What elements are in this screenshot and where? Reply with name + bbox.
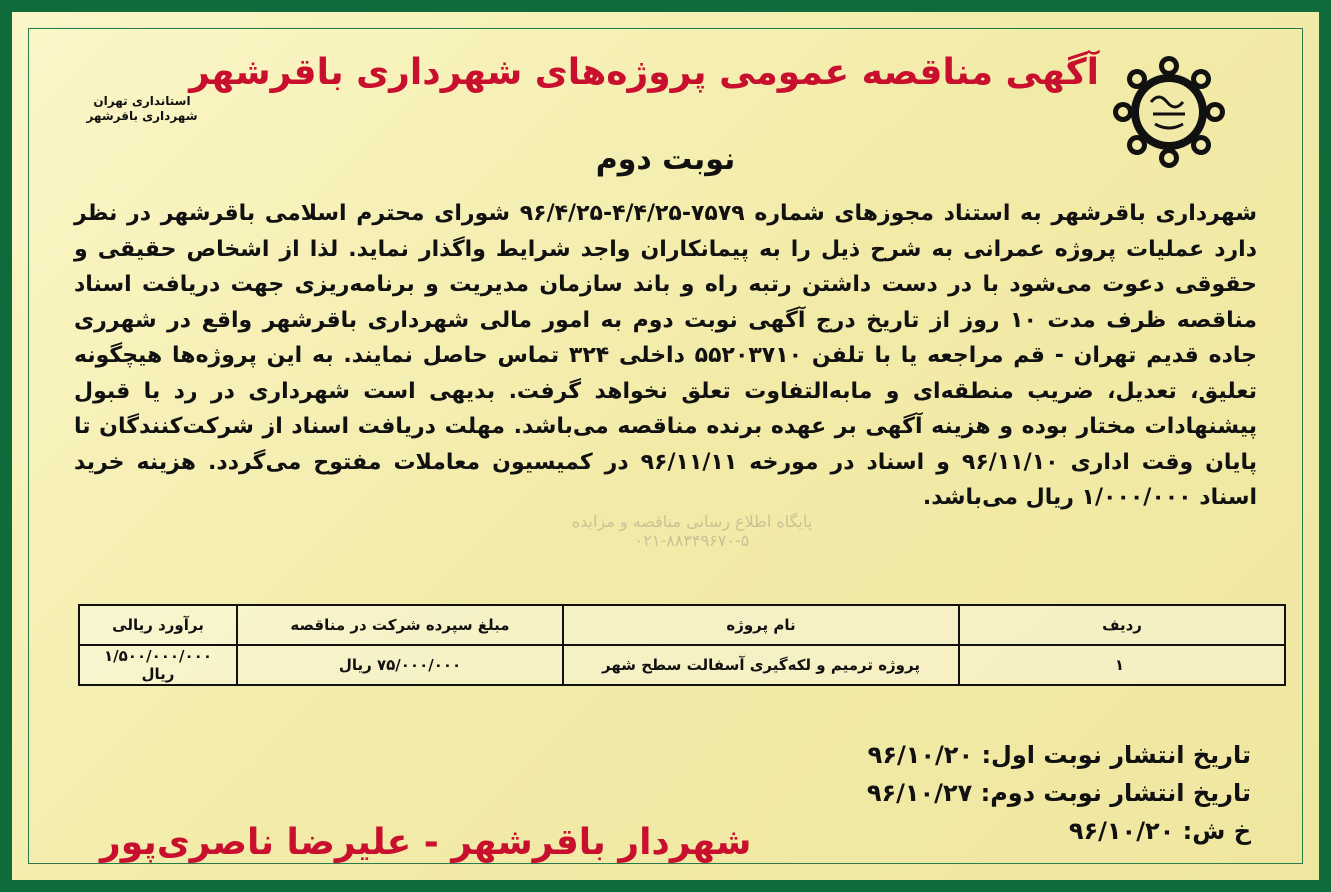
cell-deposit: ۷۵/۰۰۰/۰۰۰ ریال [237,645,563,685]
date-second-publication: تاریخ انتشار نوبت دوم: ۹۶/۱۰/۲۷ [866,779,1251,807]
watermark-line-2: ۰۲۱-۸۸۳۴۹۶۷۰-۵ [634,531,750,550]
watermark [432,512,952,550]
table-header-row [79,605,1285,645]
header-row-number: ردیف [959,605,1285,645]
gov-line-2: شهرداری باقرشهر [86,109,198,123]
gov-line-1: استانداری تهران [93,94,191,108]
header-estimate: برآورد ریالی [79,605,237,645]
header-project-name: نام پروژه [563,605,959,645]
watermark-line-1: پایگاه اطلاع رسانی مناقصه و مزایده [571,512,813,531]
municipality-logo-icon [1109,52,1229,172]
reference-code: خ ش: ۹۶/۱۰/۲۰ [1068,817,1251,845]
header-deposit: مبلغ سپرده شرکت در مناقصه [237,605,563,645]
mayor-signature: شهردار باقرشهر - علیرضا ناصری‌پور [100,822,752,863]
table-row [79,645,1285,685]
announcement-text: شهرداری باقرشهر به استناد مجوزهای شماره ۷۵۷۹-۴/۴/۲۵-۹۶/۴/۲۵ شورای محترم اسلامی باقرشهر در نظر دارد عملیات پروژه عمرانی به شرح ذیل را به پیمانکاران واجد شرایط واگذار نماید. لذا از اشخاص حقیقی و حقوقی دعوت می‌شود با در دست داشتن رتبه راه و باند سازمان مدیریت و برنامه‌ریزی جهت دریافت اسناد مناقصه ظرف مدت ۱۰ روز از تاریخ درج آگهی نوبت دوم به امور مالی شهرداری باقرشهر واقع در شهرری جاده قدیم تهران - قم مراجعه یا با تلفن ۵۵۲۰۳۷۱۰ داخلی ۳۲۴ تماس حاصل نمایند. به این پروژه‌ها هیچگونه تعلیق، تعدیل، ضریب منطقه‌ای و مابه‌التفاوت تعلق نخواهد گرفت. بدیهی است شهرداری در رد یا قبول پیشنهادات مختار بوده و هزینه آگهی بر عهده برنده مناقصه می‌باشد. مهلت دریافت اسناد از شرکت‌کنندگان تا پایان وقت اداری ۹۶/۱۱/۱۰ و اسناد در مورخه ۹۶/۱۱/۱۱ در کمیسیون معاملات مفتوح می‌گردد. هزینه خرید اسناد ۱/۰۰۰/۰۰۰ ریال می‌باشد. [74,201,1257,510]
page-subtitle: نوبت دوم [595,142,736,177]
cell-project-name: پروژه ترمیم و لکه‌گیری آسفالت سطح شهر [563,645,959,685]
projects-table [78,604,1286,686]
publication-dates [867,736,1251,850]
governorate-label [82,94,202,124]
cell-estimate: ۱/۵۰۰/۰۰۰/۰۰۰ ریال [79,645,237,685]
date-first-publication: تاریخ انتشار نوبت اول: ۹۶/۱۰/۲۰ [867,741,1251,769]
cell-row-number: ۱ [959,645,1285,685]
page-title: آگهی مناقصه عمومی پروژه‌های شهرداری باقرشهر [189,52,1099,93]
